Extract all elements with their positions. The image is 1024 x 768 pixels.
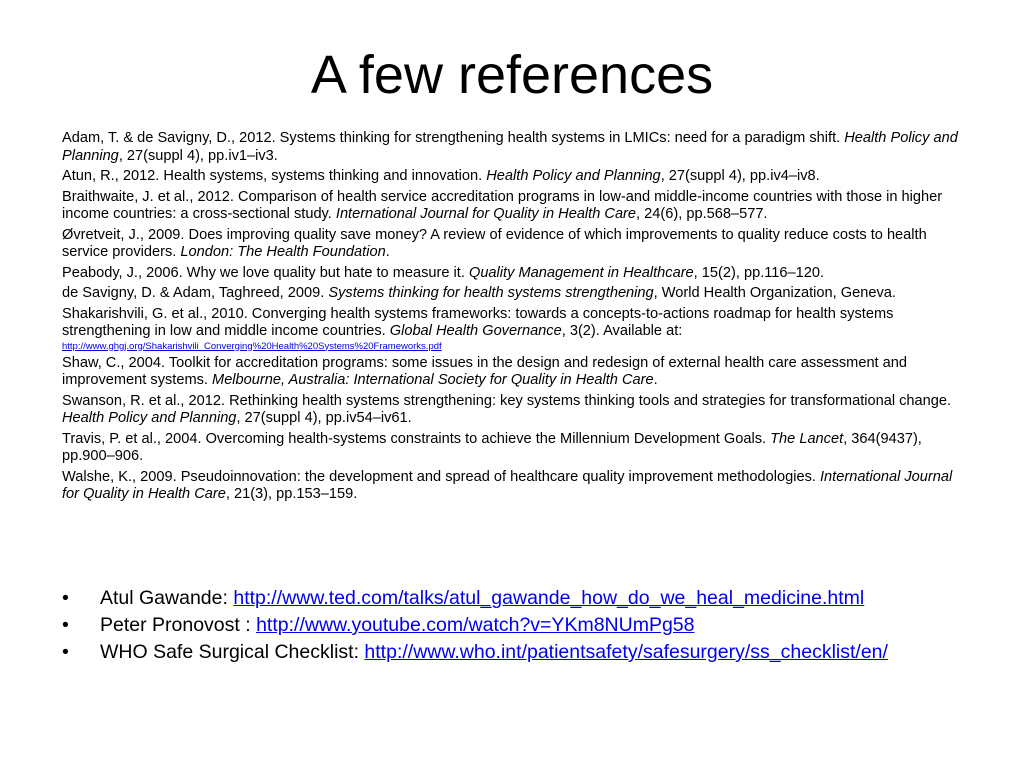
- bullet-dot-icon: •: [62, 587, 69, 609]
- reference-text: Swanson, R. et al., 2012. Rethinking health systems strengthening: key systems thinking tools and strategies for transformational change.: [62, 392, 952, 409]
- reference-item: [62, 189, 972, 224]
- reference-text: de Savigny, D. & Adam, Taghreed, 2009.: [62, 285, 329, 301]
- reference-journal: London: The Health Foundation: [180, 244, 386, 260]
- bullet-item-peter-pronovost: [62, 612, 1002, 639]
- reference-journal: Health Policy and Planning: [62, 410, 237, 426]
- reference-item: [62, 469, 972, 504]
- bullet-label: WHO Safe Surgical Checklist:: [100, 641, 365, 663]
- reference-journal: International Journal for Quality in Health Care: [335, 206, 637, 222]
- slide-title: A few references: [310, 45, 714, 105]
- reference-details: , 27(suppl 4), pp.iv54–iv61.: [236, 410, 412, 426]
- reference-journal: Melbourne, Australia: International Society for Quality in Health Care: [212, 372, 654, 388]
- reference-item: [62, 130, 972, 165]
- reference-item: [62, 306, 972, 352]
- bullet-label: Peter Pronovost :: [100, 614, 257, 636]
- reference-details: , 364(9437), pp.900–906.: [62, 430, 922, 464]
- bullet-item-who-checklist: [62, 639, 1002, 666]
- reference-journal: Health Policy and Planning: [62, 130, 958, 164]
- bullet-dot-icon: •: [62, 641, 69, 663]
- resource-bullet-list: [62, 585, 1002, 666]
- reference-text: Øvretveit, J., 2009. Does improving quality save money? A review of evidence of which improvements to quality reduce costs to health service providers.: [62, 226, 927, 260]
- reference-journal: Quality Management in Healthcare: [468, 264, 694, 281]
- reference-journal: The Lancet: [770, 430, 844, 447]
- reference-journal: Systems thinking for health systems strengthening: [328, 285, 654, 301]
- reference-item: [62, 265, 972, 283]
- reference-details: , 3(2). Available at:: [561, 323, 683, 339]
- reference-text: Adam, T. & de Savigny, D., 2012. Systems thinking for strengthening health systems in LMICs: need for a paradigm shift.: [62, 130, 845, 146]
- bullet-link[interactable]: http://www.ted.com/talks/atul_gawande_how_do_we_heal_medicine.html: [233, 587, 865, 609]
- reference-item: [62, 393, 972, 428]
- reference-text: Shakarishvili, G. et al., 2010. Converging health systems frameworks: towards a concepts-to-actions roadmap for health systems strengthening in low and middle income countries.: [62, 305, 894, 339]
- reference-link[interactable]: http://www.ghgj.org/Shakarishvili_Converging%20Health%20Systems%20Frameworks.pdf: [62, 340, 442, 352]
- reference-details: , 15(2), pp.116–120.: [693, 264, 825, 281]
- reference-details: , World Health Organization, Geneva.: [653, 285, 896, 301]
- reference-text: Braithwaite, J. et al., 2012. Comparison of health service accreditation programs in low-and middle-income countries with those in higher income countries: a cross-sectional study.: [62, 188, 943, 222]
- reference-list: [62, 130, 972, 507]
- reference-item: [62, 285, 972, 303]
- bullet-link[interactable]: http://www.youtube.com/watch?v=YKm8NUmPg58: [256, 614, 695, 636]
- reference-text: Travis, P. et al., 2004. Overcoming health-systems constraints to achieve the Millennium Development Goals.: [62, 430, 771, 447]
- reference-text: Peabody, J., 2006. Why we love quality but hate to measure it.: [62, 264, 469, 281]
- reference-details: , 27(suppl 4), pp.iv4–iv8.: [660, 168, 820, 184]
- reference-text: Atun, R., 2012. Health systems, systems thinking and innovation.: [62, 168, 487, 184]
- reference-item: [62, 431, 972, 466]
- reference-journal: Health Policy and Planning: [486, 168, 661, 184]
- reference-details: .: [385, 244, 390, 260]
- reference-item: [62, 227, 972, 262]
- bullet-item-atul-gawande: [62, 585, 1002, 612]
- reference-details: .: [653, 372, 658, 388]
- reference-journal: Global Health Governance: [389, 323, 562, 339]
- reference-item: [62, 168, 972, 186]
- reference-details: , 27(suppl 4), pp.iv1–iv3.: [118, 147, 278, 164]
- bullet-label: Atul Gawande:: [100, 587, 234, 609]
- reference-journal: International Journal for Quality in Health Care: [62, 468, 953, 502]
- bullet-dot-icon: •: [62, 614, 69, 636]
- reference-details: , 21(3), pp.153–159.: [225, 486, 358, 502]
- bullet-link[interactable]: http://www.who.int/patientsafety/safesurgery/ss_checklist/en/: [364, 641, 888, 663]
- reference-item: [62, 355, 972, 390]
- reference-text: Shaw, C., 2004. Toolkit for accreditation programs: some issues in the design and redesign of external health care assessment and improvement systems.: [62, 354, 908, 388]
- reference-details: , 24(6), pp.568–577.: [636, 206, 768, 222]
- reference-text: Walshe, K., 2009. Pseudoinnovation: the development and spread of healthcare quality improvement methodologies.: [62, 468, 820, 485]
